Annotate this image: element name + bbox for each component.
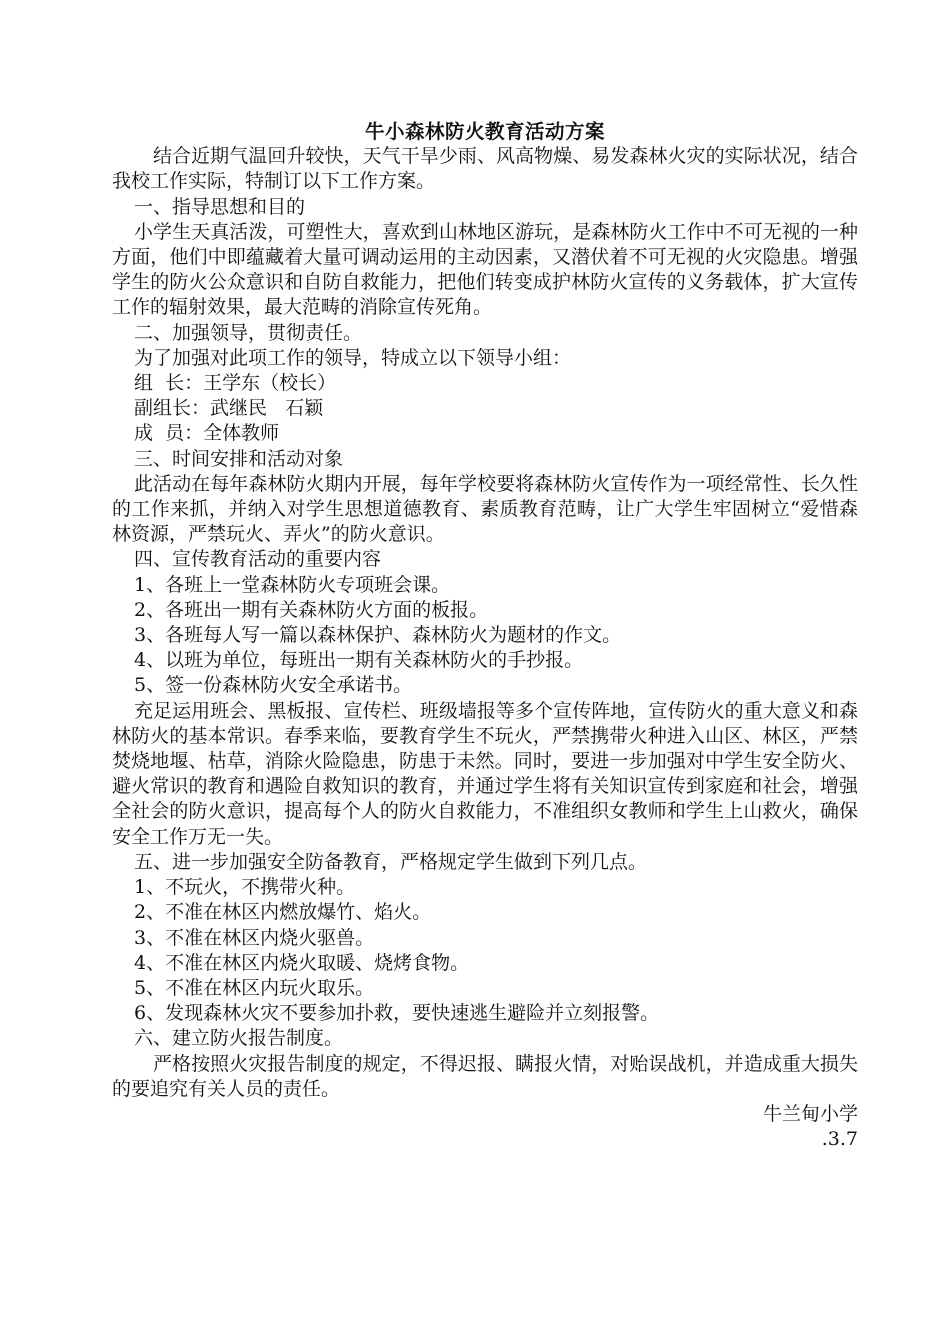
section4-item: 1、各班上一堂森林防火专项班会课。 bbox=[134, 573, 451, 596]
section4-item: 3、各班每人写一篇以森林保护、森林防火为题材的作文。 bbox=[134, 624, 622, 647]
member-line: 成 员：全体教师 bbox=[134, 422, 280, 445]
section5-item: 6、发现森林火灾不要参加扑救，要快速逃生避险并立刻报警。 bbox=[134, 1002, 660, 1025]
section4-item: 4、以班为单位，每班出一期有关森林防火的手抄报。 bbox=[134, 649, 584, 672]
section5-item: 5、不准在林区内玩火取乐。 bbox=[134, 976, 375, 999]
section1-heading: 一、指导思想和目的 bbox=[134, 195, 306, 218]
deputy-line: 副组长：武继民 石颖 bbox=[134, 397, 324, 420]
section3-paragraph: 此活动在每年森林防火期内开展，每年学校要将森林防火宣传作为一项经常性、长久性的工作来抓，并纳入对学生思想道德教育、素质教育范畴，让广大学生牢固树立“爱惜森林资源，严禁玩火、弄火”的防火意识。 bbox=[112, 472, 858, 546]
section3-heading: 三、时间安排和活动对象 bbox=[134, 447, 344, 470]
signature-date: .3.7 bbox=[821, 1128, 858, 1151]
section2-intro: 为了加强对此项工作的领导，特成立以下领导小组： bbox=[134, 346, 572, 369]
section4-item: 5、签一份森林防火安全承诺书。 bbox=[134, 674, 413, 697]
section1-paragraph: 小学生天真活泼，可塑性大，喜欢到山林地区游玩，是森林防火工作中不可无视的一种方面，他们中即蕴藏着大量可调动运用的主动因素，又潜伏着不可无视的火灾隐患。增强学生的防火公众意识和自防自救能力，把他们转变成护林防火宣传的义务载体，扩大宣传工作的辐射效果，最大范畴的消除宣传死角。 bbox=[112, 220, 858, 319]
section6-heading: 六、建立防火报告制度。 bbox=[134, 1027, 344, 1050]
section5-item: 3、不准在林区内烧火驱兽。 bbox=[134, 926, 375, 949]
section5-item: 2、不准在林区内燃放爆竹、焰火。 bbox=[134, 901, 432, 924]
section5-item: 1、不玩火，不携带火种。 bbox=[134, 876, 356, 899]
section4-item: 2、各班出一期有关森林防火方面的板报。 bbox=[134, 598, 489, 621]
signature-organization: 牛兰甸小学 bbox=[762, 1102, 858, 1125]
section6-paragraph: 严格按照火灾报告制度的规定，不得迟报、瞒报火情，对贻误战机，并造成重大损失的要追究有关人员的责任。 bbox=[112, 1052, 858, 1100]
section5-heading: 五、进一步加强安全防备教育，严格规定学生做到下列几点。 bbox=[134, 850, 648, 873]
intro-paragraph: 结合近期气温回升较快，天气干旱少雨、风高物燥、易发森林火灾的实际状况，结合我校工作实际，特制订以下工作方案。 bbox=[112, 145, 858, 193]
section4-heading: 四、宣传教育活动的重要内容 bbox=[134, 548, 382, 571]
section4-paragraph: 充足运用班会、黑板报、宣传栏、班级墙报等多个宣传阵地，宣传防火的重大意义和森林防火的基本常识。春季来临，要教育学生不玩火，严禁携带火种进入山区、林区，严禁焚烧地堰、枯草，消除火险隐患，防患于未然。同时，要进一步加强对中学生安全防火、避火常识的教育和遇险自救知识的教育，并通过学生将有关知识宣传到家庭和社会，增强全社会的防火意识，提高每个人的防火自救能力，不准组织女教师和学生上山救火，确保安全工作万无一失。 bbox=[112, 699, 858, 848]
leader-line: 组 长：王学东（校长） bbox=[134, 372, 337, 395]
section2-heading: 二、加强领导，贯彻责任。 bbox=[134, 321, 363, 344]
document-title: 牛小森林防火教育活动方案 bbox=[364, 120, 605, 143]
document-page bbox=[112, 119, 858, 1152]
section5-item: 4、不准在林区内烧火取暖、烧烤食物。 bbox=[134, 951, 470, 974]
